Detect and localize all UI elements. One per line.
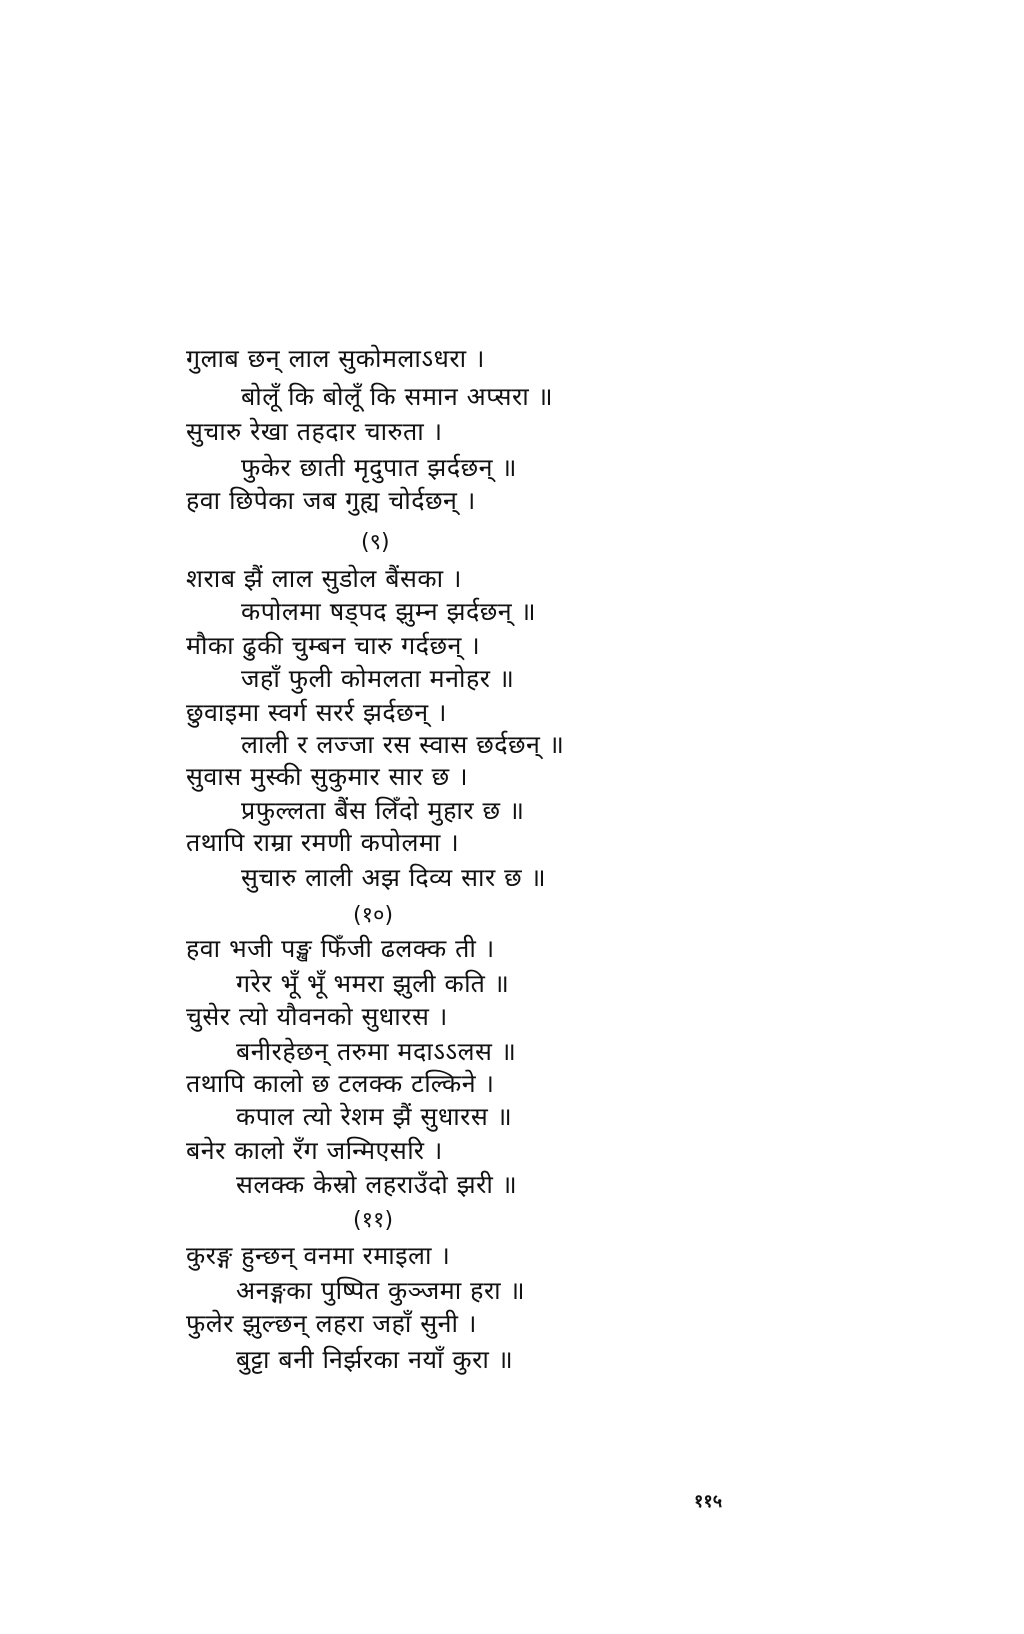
- poem-line: जहाँ फुली कोमलता मनोहर ॥: [241, 664, 515, 693]
- poem-line: अनङ्गका पुष्पित कुञ्जमा हरा ॥: [236, 1276, 526, 1305]
- poem-line: फुकेर छाती मृदुपात झर्दछन् ॥: [241, 453, 517, 482]
- stanza-number: (१०): [353, 903, 394, 928]
- poem-line: तथापि राम्रा रमणी कपोलमा ।: [186, 828, 460, 857]
- poem-line: सुवास मुस्की सुकुमार सार छ ।: [186, 762, 469, 791]
- poem-line: कपोलमा षड्पद झुम्न झर्दछन् ॥: [241, 597, 537, 626]
- poem-line: बोलूँ कि बोलूँ कि समान अप्सरा ॥: [241, 382, 554, 411]
- poem-line: बनेर कालो रँग जन्मिएसरि ।: [186, 1136, 443, 1165]
- poem-line: हवा भजी पङ्ख फिँजी ढलक्क ती ।: [186, 934, 495, 963]
- poem-line: कुरङ्ग हुन्छन् वनमा रमाइला ।: [186, 1241, 451, 1270]
- poem-line: छुवाइमा स्वर्ग सरर्र झर्दछन् ।: [186, 698, 447, 727]
- poem-line: शराब झैं लाल सुडोल बैंसका ।: [186, 564, 463, 593]
- poem-line: तथापि कालो छ टलक्क टल्किने ।: [186, 1069, 495, 1098]
- stanza-number: (११): [353, 1208, 394, 1233]
- poem-line: मौका ढुकी चुम्बन चारु गर्दछन् ।: [186, 631, 481, 660]
- poem-line: लाली र लज्जा रस स्वास छर्दछन् ॥: [241, 730, 565, 759]
- poem-line: सलक्क केस्रो लहराउँदो झरी ॥: [236, 1170, 518, 1199]
- poem-line: बुट्टा बनी निर्झरका नयाँ कुरा ॥: [236, 1345, 514, 1374]
- poem-line: प्रफुल्लता बैंस लिँदो मुहार छ ॥: [241, 796, 525, 825]
- poem-line: बनीरहेछन् तरुमा मदाऽऽलस ॥: [236, 1037, 517, 1066]
- stanza-number: (९): [361, 530, 390, 555]
- poem-line: गरेर भूँ भूँ भमरा झुली कति ॥: [236, 969, 510, 998]
- poem-line: गुलाब छन् लाल सुकोमलाऽधरा ।: [186, 344, 486, 373]
- poem-line: हवा छिपेका जब गुह्य चोर्दछन् ।: [186, 486, 476, 515]
- poem-line: सुचारु रेखा तहदार चारुता ।: [186, 417, 443, 446]
- page-number: ११५: [694, 1491, 723, 1512]
- poem-line: कपाल त्यो रेशम झैं सुधारस ॥: [236, 1102, 513, 1131]
- poem-line: सुचारु लाली अझ दिव्य सार छ ॥: [241, 863, 547, 892]
- poem-line: चुसेर त्यो यौवनको सुधारस ।: [186, 1002, 448, 1031]
- poem-line: फुलेर झुल्छन् लहरा जहाँ सुनी ।: [186, 1309, 477, 1338]
